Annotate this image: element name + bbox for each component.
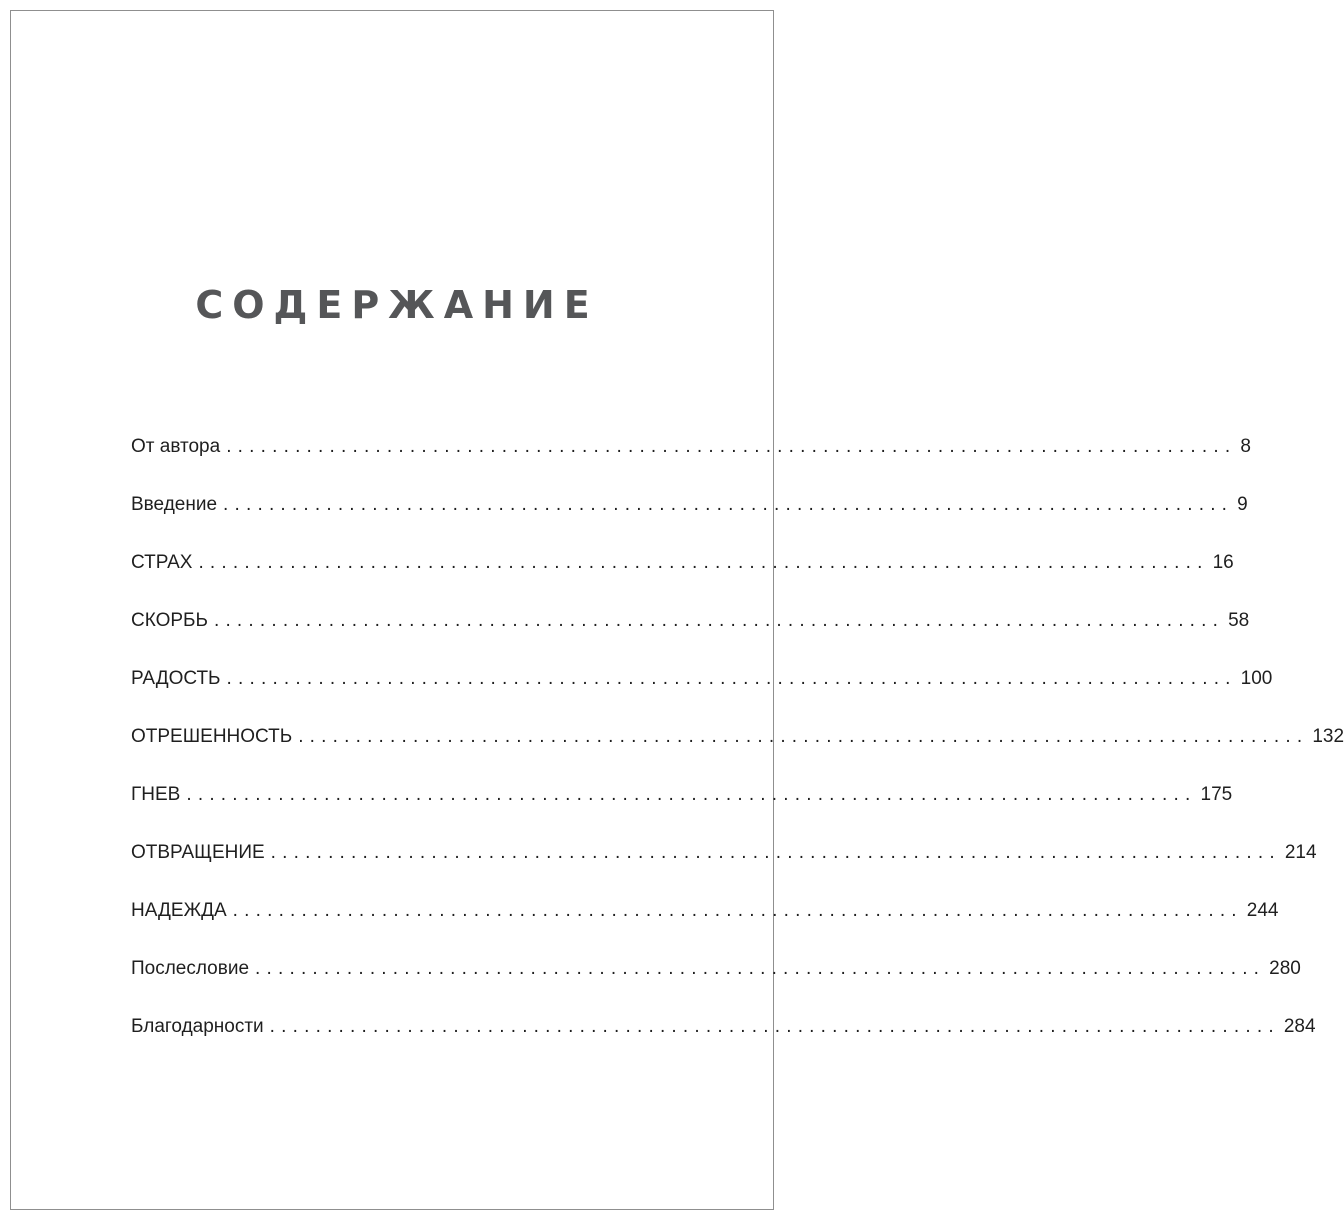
toc-entry[interactable] bbox=[131, 720, 1344, 778]
toc-entry-page: 175 bbox=[1200, 784, 1233, 805]
toc-entry-label: От автора bbox=[131, 436, 221, 457]
toc-entry-page: 284 bbox=[1283, 1016, 1316, 1037]
toc-entry[interactable] bbox=[131, 836, 1317, 894]
toc-entry[interactable] bbox=[131, 546, 1234, 604]
toc-entry[interactable] bbox=[131, 952, 1301, 1010]
toc-entry-label: Введение bbox=[131, 494, 218, 515]
dot-leader: ........................................................................................ bbox=[198, 552, 1209, 573]
toc-entry-page: 100 bbox=[1240, 668, 1273, 689]
dot-leader: ........................................................................................ bbox=[226, 436, 1237, 457]
page-title: СОДЕРЖАНИЕ bbox=[195, 283, 599, 327]
toc-entry-label: ОТВРАЩЕНИЕ bbox=[131, 842, 265, 863]
dot-leader: ........................................................................................ bbox=[232, 900, 1243, 921]
dot-leader: ........................................................................................ bbox=[255, 958, 1266, 979]
toc-entry[interactable] bbox=[131, 430, 1251, 488]
toc-entry[interactable] bbox=[131, 488, 1248, 546]
toc-entry[interactable] bbox=[131, 894, 1279, 952]
dot-leader: ........................................................................................ bbox=[226, 668, 1237, 689]
toc-entry-label: ОТРЕШЕННОСТЬ bbox=[131, 726, 293, 747]
toc-entry-page: 132 bbox=[1312, 726, 1344, 747]
table-of-contents bbox=[131, 430, 1344, 1068]
dot-leader: ........................................................................................ bbox=[298, 726, 1309, 747]
toc-entry-page: 8 bbox=[1240, 436, 1251, 457]
toc-entry[interactable] bbox=[131, 662, 1273, 720]
dot-leader: ........................................................................................ bbox=[213, 610, 1225, 631]
dot-leader: ........................................................................................ bbox=[270, 842, 1281, 863]
dot-leader: ........................................................................................ bbox=[223, 494, 1234, 515]
toc-entry-label: Благодарности bbox=[131, 1016, 264, 1037]
toc-entry[interactable] bbox=[131, 604, 1250, 662]
toc-entry-page: 244 bbox=[1246, 900, 1279, 921]
toc-entry-page: 280 bbox=[1269, 958, 1301, 979]
toc-entry-page: 58 bbox=[1228, 610, 1250, 631]
dot-leader: ........................................................................................ bbox=[269, 1016, 1280, 1037]
toc-entry-page: 214 bbox=[1284, 842, 1317, 863]
toc-entry-page: 9 bbox=[1237, 494, 1248, 515]
toc-entry-label: СКОРБЬ bbox=[131, 610, 208, 631]
toc-entry-label: ГНЕВ bbox=[131, 784, 181, 805]
toc-entry[interactable] bbox=[131, 1010, 1316, 1068]
dot-leader: ........................................................................................ bbox=[186, 784, 1197, 805]
toc-entry-label: НАДЕЖДА bbox=[131, 900, 227, 921]
toc-entry[interactable] bbox=[131, 778, 1233, 836]
toc-entry-label: РАДОСТЬ bbox=[131, 668, 221, 689]
toc-entry-label: Послесловие bbox=[131, 958, 250, 979]
toc-entry-label: СТРАХ bbox=[131, 552, 193, 573]
toc-entry-page: 16 bbox=[1212, 552, 1234, 573]
